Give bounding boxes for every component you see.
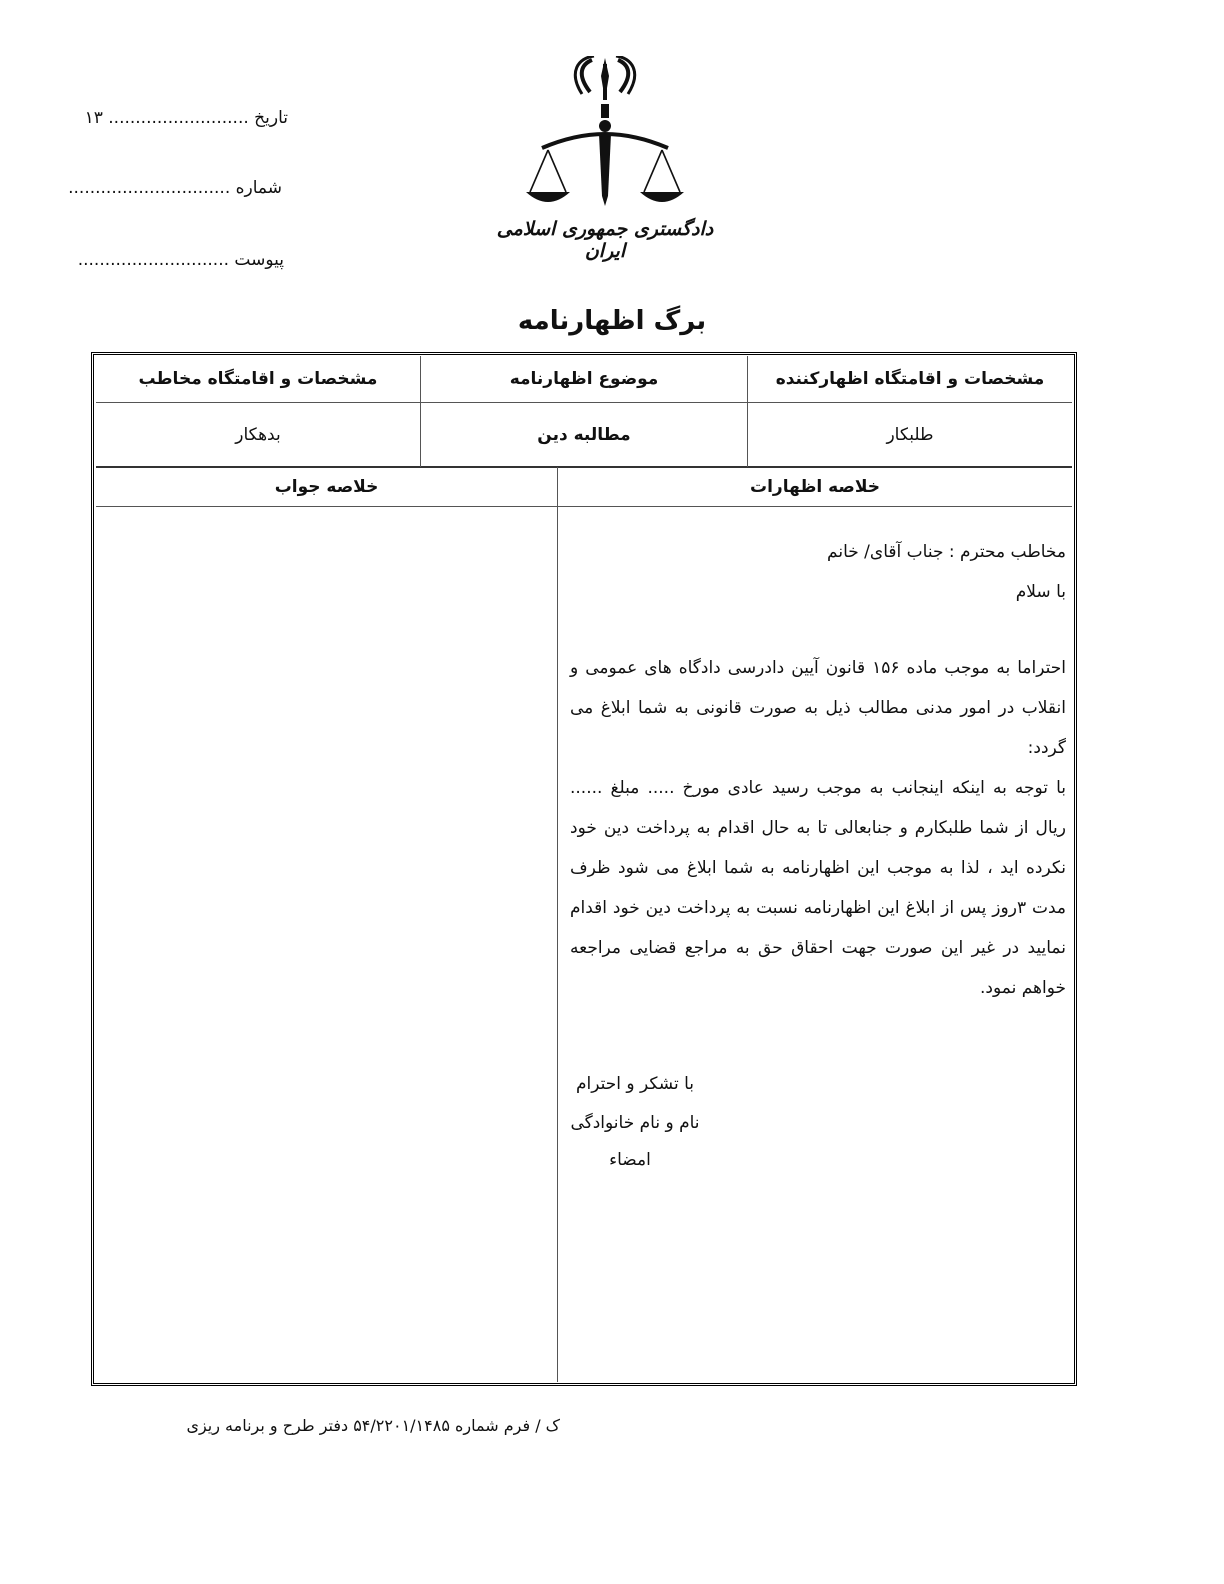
- paragraph-demand: با توجه به اینکه اینجانب به موجب رسید عادی مورخ ..... مبلغ ...... ریال از شما طلبکارم و جنابعالی تا به حال اقدام به پرداخت دین خود نکرده اید ، لذا به موجب این اظهارنامه به شما ابلاغ می شود ظرف مدت ۳روز پس از ابلاغ این اظهارنامه نسبت به پرداخت دین خود اقدام نمایید در غیر این صورت جهت احقاق حق به مراجع قضایی مراجعه خواهم نمود.: [570, 778, 1067, 998]
- number-line: شماره ..............................: [68, 178, 282, 198]
- date-line: تاریخ .......................... ۱۳: [84, 108, 288, 128]
- scales-of-justice-icon: [520, 56, 690, 216]
- closing-block: [570, 1064, 700, 1178]
- form-footer: ک / فرم شماره ۵۴/۲۲۰۱/۱۴۸۵ دفتر طرح و برنامه ریزی: [186, 1416, 560, 1435]
- greeting: با سلام: [1015, 582, 1066, 602]
- value-declarant: طلبکار: [886, 424, 934, 445]
- header-addressee: مشخصات و اقامتگاه مخاطب: [138, 369, 378, 389]
- closing-name: نام و نام خانوادگی: [570, 1113, 700, 1133]
- response-header: خلاصه جواب: [274, 477, 379, 497]
- paragraph-legal-basis: احتراما به موجب ماده ۱۵۶ قانون آیین دادرسی دادگاه های عمومی و انقلاب در امور مدنی مطالب ذیل به صورت قانونی به شما ابلاغ می گردد:: [570, 658, 1066, 758]
- statements-body: [570, 532, 1066, 1008]
- header-declarant: مشخصات و اقامتگاه اظهارکننده: [775, 369, 1045, 389]
- column-divider: [557, 467, 558, 1382]
- judiciary-emblem: [520, 56, 690, 216]
- closing-thanks: با تشکر و احترام: [576, 1074, 694, 1094]
- header-subject: موضوع اظهارنامه: [509, 369, 659, 389]
- blank-line: [570, 612, 1066, 648]
- closing-signature: امضاء: [609, 1150, 651, 1170]
- form-title: برگ اظهارنامه: [517, 306, 707, 336]
- value-addressee: بدهکار: [235, 424, 281, 445]
- value-subject: مطالبه دین: [537, 424, 631, 445]
- salutation: مخاطب محترم : جناب آقای/ خانم: [827, 542, 1066, 562]
- table-divider: [96, 506, 1072, 507]
- statements-header: خلاصه اظهارات: [750, 477, 880, 497]
- emblem-caption: دادگستری جمهوری اسلامی ایران: [496, 218, 714, 262]
- attachment-line: پیوست ............................: [77, 250, 284, 270]
